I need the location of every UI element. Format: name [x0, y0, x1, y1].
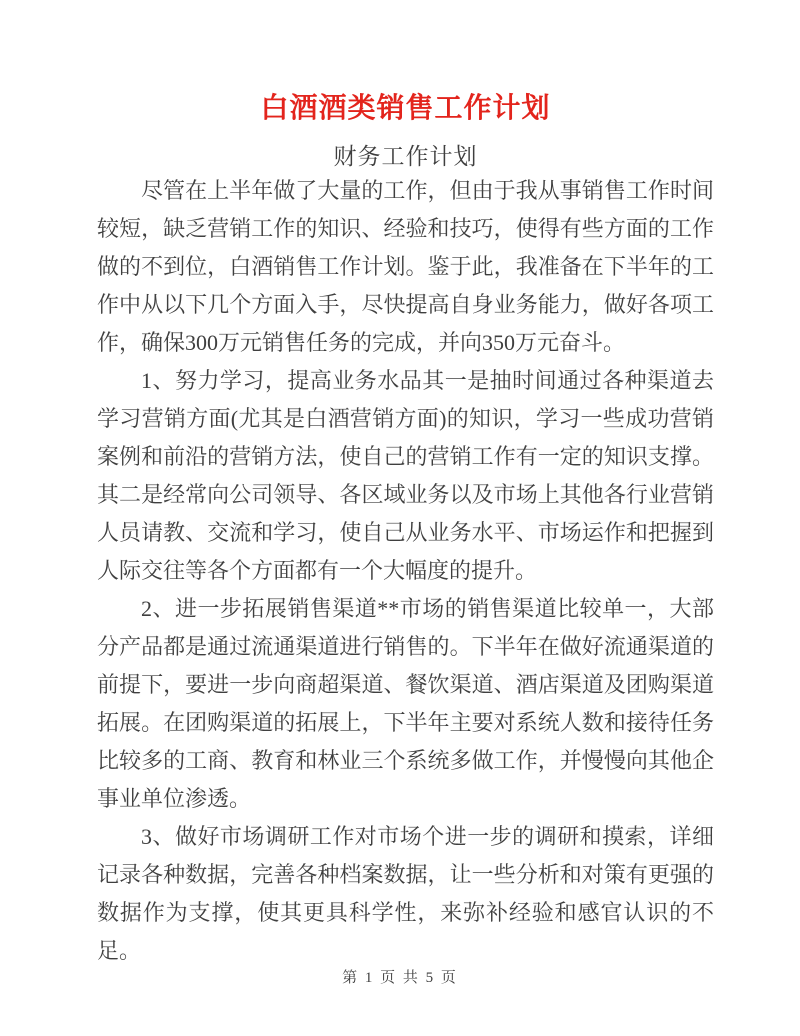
- page-number-text: 第 1 页 共 5 页: [342, 970, 458, 986]
- document-title: 白酒酒类销售工作计划: [260, 93, 551, 124]
- paragraph-point-3: 3、做好市场调研工作对市场个进一步的调研和摸索，详细记录各种数据，完善各种档案数据，让一些分析和对策有更强的数据作为支撑，使其更具科学性，来弥补经验和感官认识的不足。: [97, 824, 714, 963]
- document-subtitle: 财务工作计划: [333, 144, 478, 169]
- paragraph-point-2: 2、进一步拓展销售渠道**市场的销售渠道比较单一，大部分产品都是通过流通渠道进行销售的。下半年在做好流通渠道的前提下，要进一步向商超渠道、餐饮渠道、酒店渠道及团购渠道拓展。在团购渠道的拓展上，下半年主要对系统人数和接待任务比较多的工商、教育和林业三个系统多做工作，并慢慢向其他企事业单位渗透。: [97, 596, 714, 811]
- page-footer: [0, 966, 800, 987]
- document-body: [97, 172, 714, 970]
- paragraph-point-1: 1、努力学习，提高业务水品其一是抽时间通过各种渠道去学习营销方面(尤其是白酒营销方面)的知识，学习一些成功营销案例和前沿的营销方法，使自己的营销工作有一定的知识支撑。其二是经常向公司领导、各区域业务以及市场上其他各行业营销人员请教、交流和学习，使自己从业务水平、市场运作和把握到人际交往等各个方面都有一个大幅度的提升。: [97, 368, 714, 583]
- paragraph-intro: 尽管在上半年做了大量的工作，但由于我从事销售工作时间较短，缺乏营销工作的知识、经验和技巧，使得有些方面的工作做的不到位，白酒销售工作计划。鉴于此，我准备在下半年的工作中从以下几个方面入手，尽快提高自身业务能力，做好各项工作，确保300万元销售任务的完成，并向350万元奋斗。: [97, 178, 714, 355]
